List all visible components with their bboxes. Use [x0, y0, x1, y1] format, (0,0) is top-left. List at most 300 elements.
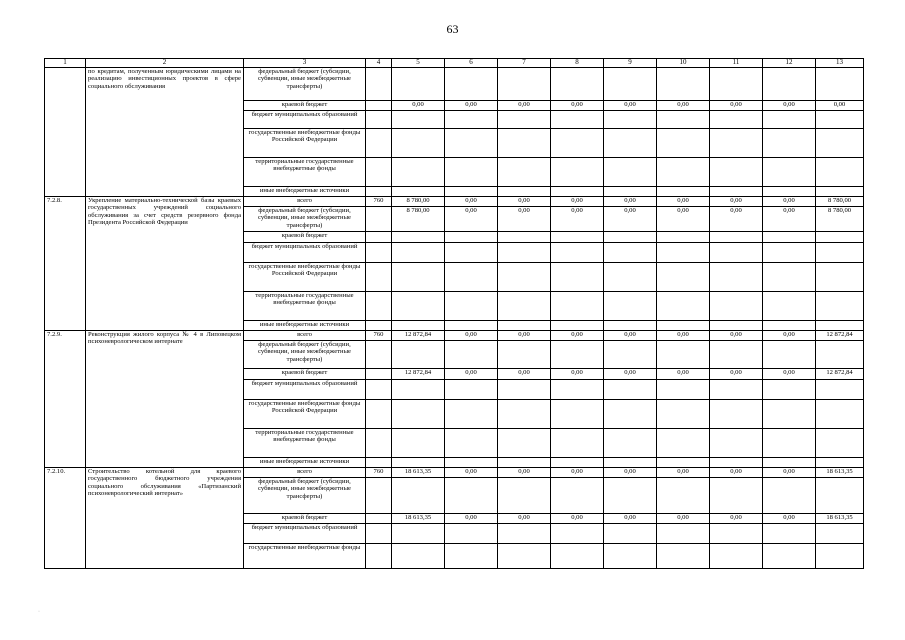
amount-cell: 8 780,00 — [816, 197, 864, 207]
amount-cell — [604, 68, 657, 101]
amount-cell — [657, 292, 710, 321]
amount-cell — [763, 544, 816, 569]
scan-mark: · — [38, 609, 40, 615]
amount-cell — [816, 232, 864, 243]
funding-source: государственные внебюджетные фонды Российской Федерации — [244, 129, 366, 158]
amount-cell — [657, 263, 710, 292]
amount-cell — [657, 458, 710, 468]
amount-cell — [604, 243, 657, 263]
amount-cell: 0,00 — [498, 369, 551, 380]
column-header: 11 — [710, 59, 763, 68]
amount-cell — [710, 129, 763, 158]
amount-cell — [551, 68, 604, 101]
amount-cell — [498, 111, 551, 129]
amount-cell: 0,00 — [657, 514, 710, 524]
amount-cell — [498, 341, 551, 369]
funding-source: федеральный бюджет (субсидии, субвенции, иные межбюджетные трансферты) — [244, 341, 366, 369]
amount-cell — [551, 321, 604, 331]
amount-cell — [551, 544, 604, 569]
amount-cell — [710, 232, 763, 243]
amount-cell — [498, 158, 551, 187]
amount-cell: 0,00 — [604, 468, 657, 478]
col4-value — [366, 292, 392, 321]
amount-cell: 0,00 — [604, 331, 657, 341]
amount-cell: 0,00 — [498, 514, 551, 524]
col4-value — [366, 111, 392, 129]
amount-cell — [604, 524, 657, 544]
amount-cell: 0,00 — [551, 331, 604, 341]
amount-cell — [604, 158, 657, 187]
amount-cell — [816, 129, 864, 158]
amount-cell — [816, 458, 864, 468]
amount-cell — [657, 478, 710, 514]
amount-cell: 18 613,35 — [816, 468, 864, 478]
amount-cell — [816, 544, 864, 569]
amount-cell — [710, 429, 763, 458]
amount-cell — [551, 292, 604, 321]
amount-cell — [816, 292, 864, 321]
amount-cell — [551, 263, 604, 292]
amount-cell: 0,00 — [551, 514, 604, 524]
col4-value — [366, 458, 392, 468]
amount-cell — [551, 429, 604, 458]
funding-source: федеральный бюджет (субсидии, субвенции, иные межбюджетные трансферты) — [244, 478, 366, 514]
amount-cell — [498, 400, 551, 429]
amount-cell: 0,00 — [498, 197, 551, 207]
amount-cell: 0,00 — [710, 369, 763, 380]
amount-cell — [392, 111, 445, 129]
amount-cell: 0,00 — [657, 197, 710, 207]
funding-source: бюджет муниципальных образований — [244, 111, 366, 129]
amount-cell — [657, 321, 710, 331]
amount-cell — [763, 68, 816, 101]
amount-cell — [763, 243, 816, 263]
column-header: 2 — [86, 59, 244, 68]
amount-cell — [763, 341, 816, 369]
amount-cell — [710, 400, 763, 429]
col4-value: 760 — [366, 331, 392, 341]
amount-cell: 18 613,35 — [392, 514, 445, 524]
item-name: Реконструкция жилого корпуса № 4 в Липовецком психоневрологическом интернате — [86, 331, 244, 468]
amount-cell — [816, 111, 864, 129]
amount-cell: 12 872,84 — [392, 331, 445, 341]
amount-cell — [498, 129, 551, 158]
col4-value — [366, 369, 392, 380]
amount-cell: 0,00 — [445, 514, 498, 524]
amount-cell — [710, 292, 763, 321]
amount-cell — [604, 429, 657, 458]
amount-cell — [816, 524, 864, 544]
amount-cell — [498, 321, 551, 331]
amount-cell — [498, 263, 551, 292]
amount-cell — [710, 263, 763, 292]
amount-cell — [392, 400, 445, 429]
amount-cell — [604, 400, 657, 429]
amount-cell — [498, 187, 551, 197]
item-code — [45, 68, 86, 197]
amount-cell: 0,00 — [445, 468, 498, 478]
amount-cell: 0,00 — [551, 468, 604, 478]
amount-cell — [392, 68, 445, 101]
amount-cell — [445, 292, 498, 321]
amount-cell — [763, 429, 816, 458]
amount-cell — [604, 129, 657, 158]
amount-cell — [604, 341, 657, 369]
amount-cell — [445, 232, 498, 243]
amount-cell — [604, 478, 657, 514]
amount-cell — [816, 478, 864, 514]
amount-cell — [551, 232, 604, 243]
funding-source: территориальные государственные внебюджетные фонды — [244, 292, 366, 321]
amount-cell — [392, 380, 445, 400]
col4-value — [366, 478, 392, 514]
amount-cell — [763, 232, 816, 243]
amount-cell: 18 613,35 — [392, 468, 445, 478]
amount-cell — [498, 478, 551, 514]
column-header: 8 — [551, 59, 604, 68]
amount-cell — [445, 158, 498, 187]
amount-cell: 0,00 — [657, 331, 710, 341]
col4-value — [366, 341, 392, 369]
amount-cell — [763, 321, 816, 331]
column-header: 6 — [445, 59, 498, 68]
amount-cell — [763, 478, 816, 514]
amount-cell — [763, 158, 816, 187]
amount-cell — [392, 544, 445, 569]
amount-cell — [498, 243, 551, 263]
amount-cell — [392, 158, 445, 187]
column-header: 13 — [816, 59, 864, 68]
item-name: по кредитам, полученным юридическими лицами на реализацию инвестиционных проектов в сфере социального обслуживания — [86, 68, 244, 197]
page-number: 63 — [446, 22, 459, 36]
funding-source: всего — [244, 468, 366, 478]
amount-cell — [657, 232, 710, 243]
amount-cell — [710, 68, 763, 101]
column-header: 1 — [45, 59, 86, 68]
funding-source: территориальные государственные внебюджетные фонды — [244, 158, 366, 187]
amount-cell — [710, 380, 763, 400]
amount-cell — [604, 232, 657, 243]
funding-source: бюджет муниципальных образований — [244, 243, 366, 263]
column-header: 3 — [244, 59, 366, 68]
amount-cell — [710, 158, 763, 187]
col4-value — [366, 232, 392, 243]
amount-cell — [763, 263, 816, 292]
amount-cell — [710, 187, 763, 197]
item-code: 7.2.9. — [45, 331, 86, 468]
col4-value — [366, 380, 392, 400]
amount-cell — [604, 292, 657, 321]
amount-cell — [657, 400, 710, 429]
amount-cell: 0,00 — [551, 197, 604, 207]
amount-cell: 0,00 — [445, 331, 498, 341]
amount-cell — [392, 478, 445, 514]
amount-cell — [392, 292, 445, 321]
amount-cell: 0,00 — [551, 101, 604, 111]
amount-cell — [445, 129, 498, 158]
amount-cell — [551, 400, 604, 429]
col4-value — [366, 514, 392, 524]
amount-cell — [445, 187, 498, 197]
col4-value — [366, 187, 392, 197]
amount-cell — [498, 292, 551, 321]
col4-value: 760 — [366, 468, 392, 478]
amount-cell — [445, 524, 498, 544]
amount-cell — [551, 478, 604, 514]
amount-cell — [657, 129, 710, 158]
item-name: Строительство котельной для краевого государственного бюджетного учреждения социального обслуживания «Партизанский психоневрологический интернат» — [86, 468, 244, 569]
amount-cell — [498, 429, 551, 458]
amount-cell — [551, 111, 604, 129]
amount-cell: 0,00 — [498, 101, 551, 111]
amount-cell — [445, 380, 498, 400]
column-header: 9 — [604, 59, 657, 68]
amount-cell: 0,00 — [604, 514, 657, 524]
amount-cell: 0,00 — [604, 101, 657, 111]
funding-source: краевой бюджет — [244, 101, 366, 111]
header-row — [45, 59, 864, 68]
amount-cell: 0,00 — [604, 207, 657, 232]
amount-cell — [816, 380, 864, 400]
amount-cell: 0,00 — [657, 207, 710, 232]
table-row — [45, 331, 864, 341]
amount-cell — [710, 341, 763, 369]
amount-cell — [816, 341, 864, 369]
amount-cell — [657, 68, 710, 101]
amount-cell: 0,00 — [498, 468, 551, 478]
amount-cell: 0,00 — [498, 331, 551, 341]
amount-cell — [445, 68, 498, 101]
amount-cell — [604, 380, 657, 400]
funding-source: иные внебюджетные источники — [244, 321, 366, 331]
amount-cell: 0,00 — [763, 101, 816, 111]
amount-cell — [392, 263, 445, 292]
funding-source: государственные внебюджетные фонды Российской Федерации — [244, 263, 366, 292]
amount-cell — [445, 111, 498, 129]
amount-cell — [763, 458, 816, 468]
amount-cell — [604, 263, 657, 292]
amount-cell: 0,00 — [763, 197, 816, 207]
amount-cell: 8 780,00 — [816, 207, 864, 232]
item-code: 7.2.8. — [45, 197, 86, 331]
col4-value — [366, 243, 392, 263]
amount-cell: 0,00 — [551, 369, 604, 380]
amount-cell — [657, 524, 710, 544]
col4-value — [366, 129, 392, 158]
amount-cell: 12 872,84 — [392, 369, 445, 380]
amount-cell — [657, 544, 710, 569]
amount-cell — [816, 158, 864, 187]
amount-cell: 12 872,84 — [816, 331, 864, 341]
amount-cell — [816, 68, 864, 101]
amount-cell: 0,00 — [710, 468, 763, 478]
amount-cell — [816, 187, 864, 197]
amount-cell — [604, 321, 657, 331]
funding-source: иные внебюджетные источники — [244, 458, 366, 468]
table-row — [45, 68, 864, 101]
amount-cell — [657, 380, 710, 400]
amount-cell — [498, 458, 551, 468]
amount-cell — [392, 187, 445, 197]
item-code: 7.2.10. — [45, 468, 86, 569]
funding-source: бюджет муниципальных образований — [244, 524, 366, 544]
amount-cell — [657, 243, 710, 263]
amount-cell — [392, 321, 445, 331]
amount-cell: 0,00 — [763, 207, 816, 232]
amount-cell — [710, 321, 763, 331]
amount-cell — [657, 341, 710, 369]
amount-cell — [498, 380, 551, 400]
amount-cell — [657, 429, 710, 458]
amount-cell: 0,00 — [710, 101, 763, 111]
amount-cell — [392, 232, 445, 243]
amount-cell — [551, 341, 604, 369]
col4-value — [366, 68, 392, 101]
amount-cell: 0,00 — [445, 207, 498, 232]
budget-table — [44, 58, 864, 569]
amount-cell — [551, 129, 604, 158]
amount-cell — [445, 341, 498, 369]
amount-cell — [445, 243, 498, 263]
col4-value — [366, 321, 392, 331]
amount-cell — [710, 243, 763, 263]
amount-cell — [445, 400, 498, 429]
amount-cell — [551, 458, 604, 468]
amount-cell — [710, 458, 763, 468]
amount-cell: 0,00 — [445, 101, 498, 111]
amount-cell: 12 872,84 — [816, 369, 864, 380]
col4-value — [366, 544, 392, 569]
amount-cell — [657, 158, 710, 187]
amount-cell: 0,00 — [763, 514, 816, 524]
amount-cell — [763, 524, 816, 544]
amount-cell — [498, 232, 551, 243]
col4-value — [366, 207, 392, 232]
col4-value — [366, 101, 392, 111]
amount-cell — [763, 292, 816, 321]
amount-cell: 8 780,00 — [392, 207, 445, 232]
amount-cell — [551, 243, 604, 263]
funding-source: государственные внебюджетные фонды Российской Федерации — [244, 400, 366, 429]
amount-cell — [392, 458, 445, 468]
column-header: 7 — [498, 59, 551, 68]
amount-cell: 0,00 — [763, 331, 816, 341]
amount-cell — [445, 478, 498, 514]
amount-cell: 0,00 — [657, 101, 710, 111]
funding-source: краевой бюджет — [244, 369, 366, 380]
amount-cell: 0,00 — [710, 197, 763, 207]
amount-cell — [445, 458, 498, 468]
amount-cell — [392, 341, 445, 369]
amount-cell — [392, 429, 445, 458]
column-header: 5 — [392, 59, 445, 68]
amount-cell: 0,00 — [604, 369, 657, 380]
column-header: 12 — [763, 59, 816, 68]
amount-cell — [498, 544, 551, 569]
amount-cell: 0,00 — [657, 468, 710, 478]
amount-cell — [392, 129, 445, 158]
amount-cell — [763, 111, 816, 129]
col4-value — [366, 158, 392, 187]
amount-cell — [498, 68, 551, 101]
amount-cell — [763, 129, 816, 158]
amount-cell: 0,00 — [604, 197, 657, 207]
amount-cell — [445, 321, 498, 331]
amount-cell: 0,00 — [498, 207, 551, 232]
column-header: 10 — [657, 59, 710, 68]
funding-source: краевой бюджет — [244, 232, 366, 243]
amount-cell — [445, 429, 498, 458]
amount-cell — [816, 263, 864, 292]
amount-cell — [604, 187, 657, 197]
amount-cell — [445, 544, 498, 569]
funding-source: всего — [244, 331, 366, 341]
funding-source: всего — [244, 197, 366, 207]
amount-cell — [657, 187, 710, 197]
amount-cell: 0,00 — [445, 369, 498, 380]
amount-cell: 0,00 — [816, 101, 864, 111]
col4-value — [366, 263, 392, 292]
amount-cell — [551, 524, 604, 544]
item-name: Укрепление материально-технической базы краевых государственных учреждений социального обслуживания за счет средств резервного фонда Президента Российской Федерации — [86, 197, 244, 331]
amount-cell — [710, 524, 763, 544]
amount-cell: 0,00 — [445, 197, 498, 207]
funding-source: краевой бюджет — [244, 514, 366, 524]
amount-cell — [392, 524, 445, 544]
col4-value — [366, 524, 392, 544]
amount-cell: 0,00 — [763, 468, 816, 478]
funding-source: территориальные государственные внебюджетные фонды — [244, 429, 366, 458]
amount-cell — [763, 380, 816, 400]
amount-cell: 0,00 — [763, 369, 816, 380]
amount-cell: 8 780,00 — [392, 197, 445, 207]
funding-source: иные внебюджетные источники — [244, 187, 366, 197]
col4-value: 760 — [366, 197, 392, 207]
amount-cell: 0,00 — [551, 207, 604, 232]
col4-value — [366, 429, 392, 458]
amount-cell — [604, 458, 657, 468]
amount-cell — [445, 263, 498, 292]
table-row — [45, 468, 864, 478]
amount-cell — [551, 158, 604, 187]
amount-cell — [710, 111, 763, 129]
amount-cell — [710, 478, 763, 514]
amount-cell: 0,00 — [710, 331, 763, 341]
amount-cell — [657, 111, 710, 129]
funding-source: федеральный бюджет (субсидии, субвенции, иные межбюджетные трансферты) — [244, 68, 366, 101]
amount-cell — [498, 524, 551, 544]
column-header: 4 — [366, 59, 392, 68]
amount-cell — [763, 187, 816, 197]
amount-cell: 0,00 — [392, 101, 445, 111]
amount-cell — [604, 544, 657, 569]
amount-cell: 18 613,35 — [816, 514, 864, 524]
amount-cell — [551, 187, 604, 197]
amount-cell: 0,00 — [710, 207, 763, 232]
amount-cell — [763, 400, 816, 429]
funding-source: федеральный бюджет (субсидии, субвенции, иные межбюджетные трансферты) — [244, 207, 366, 232]
funding-source: государственные внебюджетные фонды — [244, 544, 366, 569]
col4-value — [366, 400, 392, 429]
table-row — [45, 197, 864, 207]
amount-cell — [604, 111, 657, 129]
amount-cell — [551, 380, 604, 400]
amount-cell — [710, 544, 763, 569]
funding-source: бюджет муниципальных образований — [244, 380, 366, 400]
amount-cell: 0,00 — [657, 369, 710, 380]
amount-cell: 0,00 — [710, 514, 763, 524]
amount-cell — [816, 243, 864, 263]
